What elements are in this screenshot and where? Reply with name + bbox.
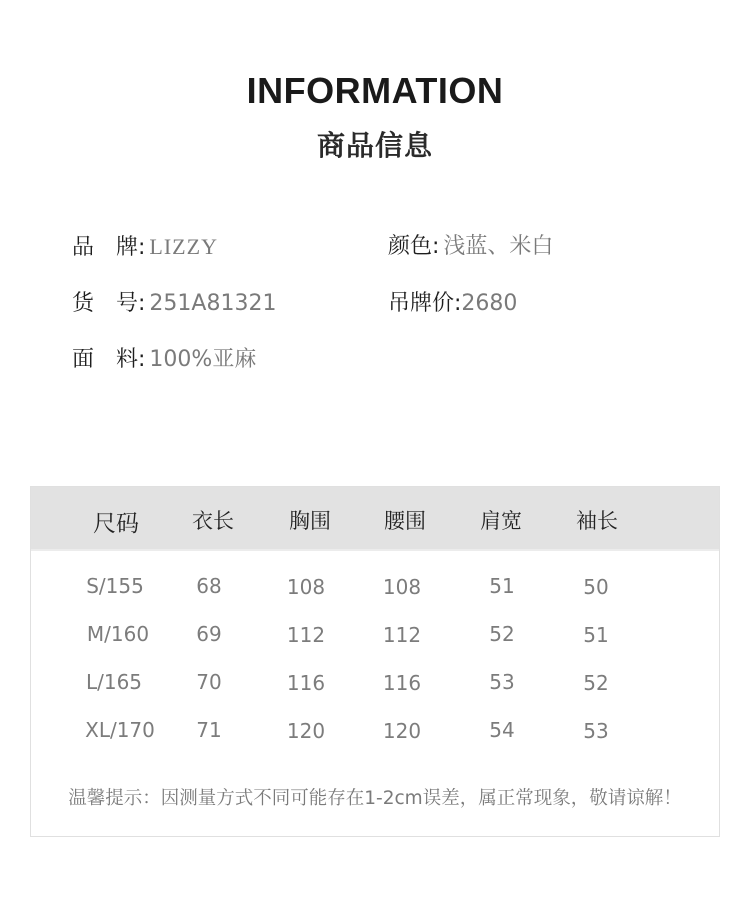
brand-row <box>72 232 218 263</box>
page-title-en: INFORMATION <box>246 70 504 111</box>
cell-size: S/155 <box>86 574 144 598</box>
cell-chest: 116 <box>286 671 326 695</box>
cell-chest: 112 <box>286 623 326 647</box>
brand-value: LIZZY <box>149 234 218 259</box>
header-shoulder: 肩宽 <box>480 509 522 533</box>
fabric-value: 100%亚麻 <box>149 347 257 372</box>
page-title-cn: 商品信息 <box>316 129 433 162</box>
sku-row <box>72 289 276 319</box>
fabric-label: 面 料: <box>72 347 146 372</box>
cell-waist: 120 <box>382 719 422 743</box>
size-table-header <box>31 487 719 551</box>
color-row <box>388 232 553 262</box>
price-row <box>388 289 517 319</box>
cell-shoulder: 51 <box>489 574 515 598</box>
cell-sleeve: 53 <box>583 719 609 743</box>
cell-length: 68 <box>196 574 222 598</box>
measurement-note: 温馨提示：因测量方式不同可能存在1-2cm误差，属正常现象，敬请谅解！ <box>68 788 682 809</box>
cell-size: M/160 <box>86 622 150 646</box>
sku-value: 251A81321 <box>149 291 277 316</box>
header-size: 尺码 <box>93 511 139 537</box>
cell-sleeve: 51 <box>583 623 609 647</box>
cell-shoulder: 53 <box>489 670 515 694</box>
cell-waist: 108 <box>382 575 422 599</box>
price-label: 吊牌价: <box>388 291 462 316</box>
header-chest: 胸围 <box>289 509 331 533</box>
header-waist: 腰围 <box>384 509 426 533</box>
header-sleeve: 袖长 <box>576 509 618 533</box>
cell-waist: 116 <box>382 671 422 695</box>
cell-size: XL/170 <box>85 718 155 742</box>
price-value: 2680 <box>461 291 518 316</box>
cell-chest: 120 <box>286 719 326 743</box>
cell-chest: 108 <box>286 575 326 599</box>
cell-shoulder: 54 <box>489 718 515 742</box>
fabric-row <box>72 345 256 375</box>
cell-waist: 112 <box>382 623 422 647</box>
cell-length: 70 <box>196 670 222 694</box>
cell-shoulder: 52 <box>489 622 515 646</box>
cell-size: L/165 <box>85 670 143 694</box>
color-value: 浅蓝、米白 <box>443 234 554 259</box>
color-label: 颜色: <box>388 234 440 259</box>
size-table <box>30 486 720 837</box>
sku-label: 货 号: <box>72 291 146 316</box>
cell-length: 69 <box>196 622 222 646</box>
header-length: 衣长 <box>192 509 234 533</box>
cell-sleeve: 50 <box>583 575 609 599</box>
cell-length: 71 <box>196 718 222 742</box>
brand-label: 品 牌: <box>72 235 146 260</box>
cell-sleeve: 52 <box>583 671 609 695</box>
